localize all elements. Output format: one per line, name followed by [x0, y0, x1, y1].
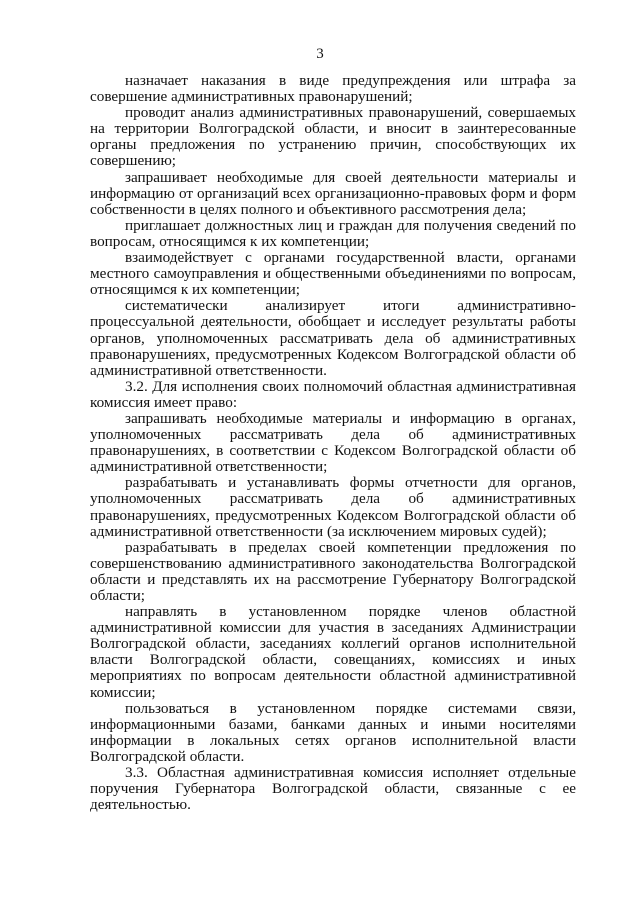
paragraph-right-request: запрашивать необходимые материалы и информацию в органах, уполномоченных рассматривать дела об административных правонарушениях, в соответствии с Кодексом Волгоградской области об административной ответственности; — [90, 409, 576, 476]
paragraph-section-3-3: 3.3. Областная административная комиссия исполняет отдельные поручения Губернатора Волгоградской области, связанные с ее деятельностью. — [90, 764, 576, 814]
paragraph-section-3-2: 3.2. Для исполнения своих полномочий областная административная комиссия имеет право: — [90, 377, 576, 411]
paragraph-request-materials: запрашивает необходимые для своей деятельности материалы и информацию от организаций всех организационно-правовых форм и форм собственности в целях полного и объективного рассмотрения дела; — [90, 168, 576, 218]
paragraph-right-communications: пользоваться в установленном порядке системами связи, информационными базами, банками данных и иными носителями информации в локальных сетях органов исполнительной власти Волгоградской области. — [90, 699, 576, 765]
paragraph-invite-officials: приглашает должностных лиц и граждан для получения сведений по вопросам, относящимся к их компетенции; — [90, 216, 576, 250]
document-body — [90, 73, 576, 813]
paragraph-interaction: взаимодействует с органами государственной власти, органами местного самоуправления и общественными объединениями по вопросам, относящимся к их компетенции; — [90, 249, 576, 299]
paragraph-right-proposals: разрабатывать в пределах своей компетенции предложения по совершенствованию административного законодательства Волгоградской области и представлять их на рассмотрение Губернатору Волгоградской области; — [90, 538, 576, 604]
paragraph-systematic-analysis: систематически анализирует итоги административно-процессуальной деятельности, обобщает и исследует результаты работы органов, уполномоченных рассматривать дела об административных правонарушениях, предусмотренных Кодексом Волгоградской области об административной ответственности. — [90, 297, 576, 379]
paragraph-right-reporting-forms: разрабатывать и устанавливать формы отчетности для органов, уполномоченных рассматривать дела об административных правонарушениях, предусмотренных Кодексом Волгоградской области об административной ответственности (за исключением мировых судей); — [90, 474, 576, 540]
paragraph-right-delegate-members: направлять в установленном порядке членов областной административной комиссии для участия в заседаниях Администрации Волгоградской области, заседаниях коллегий органов исполнительной власти Волгоградской области, совещаниях, комиссиях и иных мероприятиях по вопросам деятельности областной административной комиссии; — [90, 603, 576, 701]
paragraph-penalties: назначает наказания в виде предупреждения или штрафа за совершение административных правонарушений; — [90, 72, 576, 106]
page-number: 3 — [316, 46, 324, 62]
paragraph-analysis: проводит анализ административных правонарушений, совершаемых на территории Волгоградской области, и вносит в заинтересованные органы предложения по устранению причин, способствующих их совершению; — [90, 104, 576, 170]
